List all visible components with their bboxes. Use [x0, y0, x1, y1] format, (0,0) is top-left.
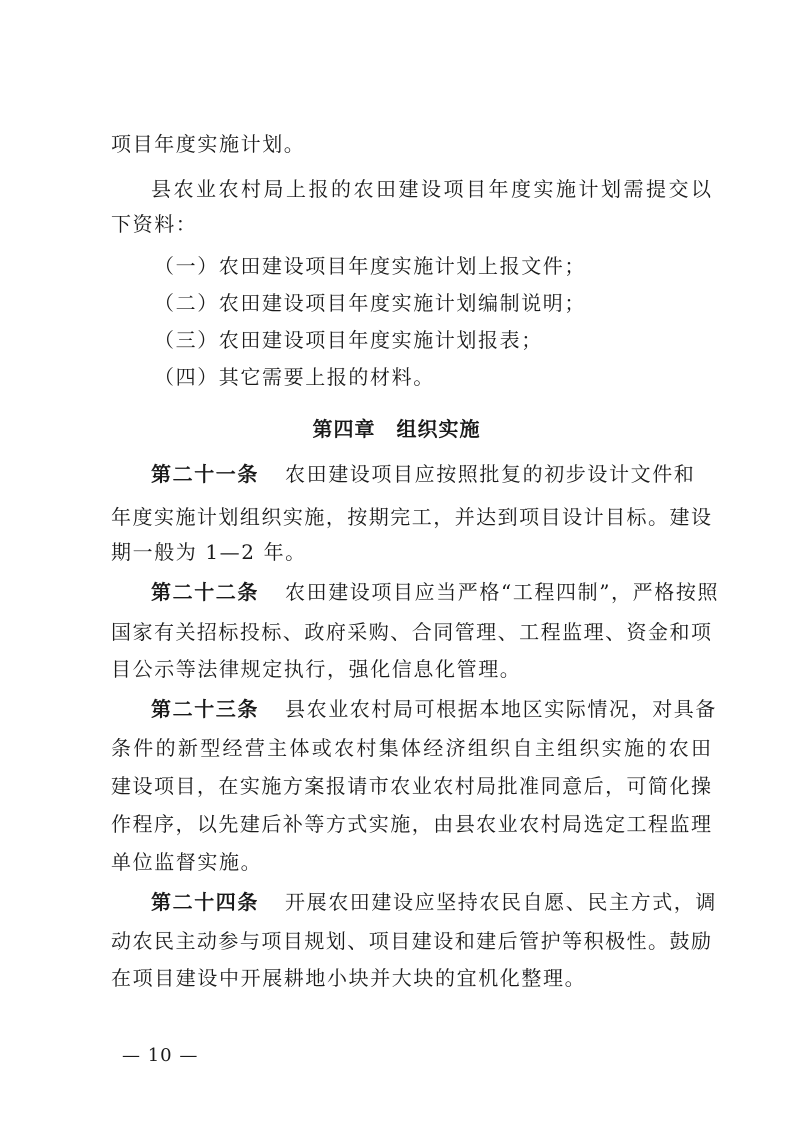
article-text: 农田建设项目应当严格“工程四制”，严格按照	[285, 580, 720, 604]
chapter-title: 第四章 组织实施	[312, 417, 481, 441]
text-line: 动农民主动参与项目规划、项目建设和建后管护等积极性。鼓励	[111, 929, 711, 953]
page-number: — 10 —	[122, 1045, 199, 1066]
article-number: 第二十一条	[151, 462, 259, 486]
text-line: 单位监督实施。	[111, 850, 263, 874]
text-line: 目公示等法律规定执行，强化信息化管理。	[111, 657, 522, 681]
article-text: 县农业农村局可根据本地区实际情况，对具备	[285, 697, 717, 721]
text-line: 条件的新型经营主体或农村集体经济组织自主组织实施的农田	[111, 736, 711, 760]
text-line: 年度实施计划组织实施，按期完工，并达到项目设计目标。建设	[111, 505, 711, 529]
text-line: 项目年度实施计划。	[111, 132, 306, 156]
list-item: （三）农田建设项目年度实施计划报表；	[154, 328, 543, 352]
text-line: 期一般为 1—2 年。	[111, 540, 307, 564]
text-line: 建设项目，在实施方案报请市农业农村局批准同意后，可简化操	[111, 774, 711, 798]
article-first-line	[151, 462, 711, 486]
text-line: 下资料：	[111, 212, 198, 236]
article-number: 第二十四条	[151, 890, 259, 914]
article-text: 农田建设项目应按照批复的初步设计文件和	[285, 462, 696, 486]
text-line: 在项目建设中开展耕地小块并大块的宜机化整理。	[111, 966, 587, 990]
article-number: 第二十二条	[151, 580, 259, 604]
text-line: 县农业农村局上报的农田建设项目年度实施计划需提交以	[151, 177, 711, 201]
article-first-line	[151, 697, 717, 721]
article-text: 开展农田建设应坚持农民自愿、民主方式，调	[285, 890, 717, 914]
text-line: 作程序，以先建后补等方式实施，由县农业农村局选定工程监理	[111, 812, 711, 836]
list-item: （二）农田建设项目年度实施计划编制说明；	[154, 291, 586, 315]
article-first-line	[151, 580, 720, 604]
text-line: 国家有关招标投标、政府采购、合同管理、工程监理、资金和项	[111, 620, 711, 644]
list-item: （一）农田建设项目年度实施计划上报文件；	[154, 254, 586, 278]
article-first-line	[151, 890, 717, 914]
article-number: 第二十三条	[151, 697, 259, 721]
list-item: （四）其它需要上报的材料。	[154, 365, 435, 389]
